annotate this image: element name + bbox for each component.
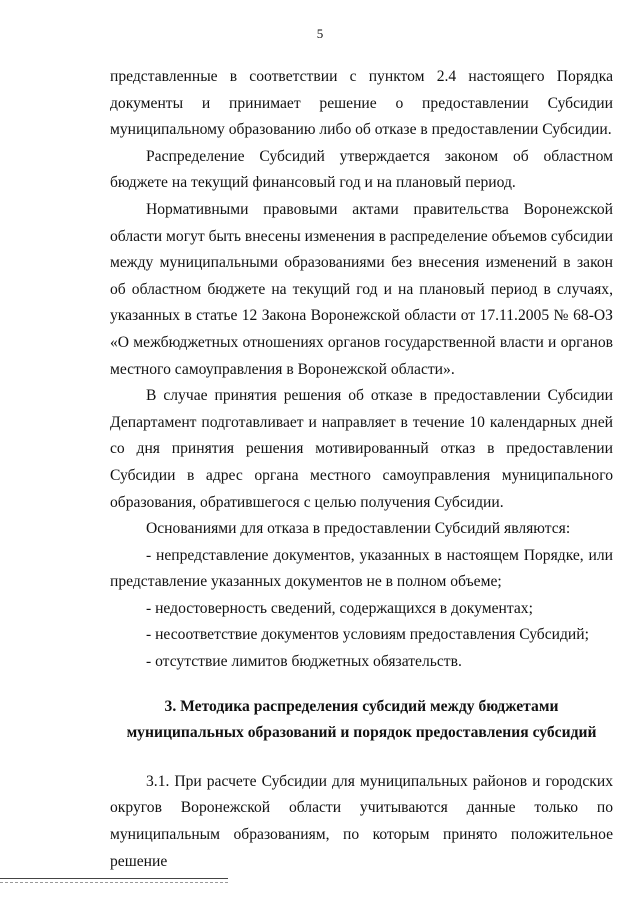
list-item: - несоответствие документов условиям предоставления Субсидий; xyxy=(146,626,589,644)
paragraph-distribution: Распределение Субсидий утверждается законом об областном бюджете на текущий финансовый год и на плановый период. xyxy=(110,147,613,192)
paragraph-grounds: Основаниями для отказа в предоставлении Субсидий являются: xyxy=(146,520,571,538)
section-heading-line-1: 3. Методика распределения субсидий между бюджетами xyxy=(164,697,559,715)
paragraph-calculation: 3.1. При расчете Субсидии для муниципальных районов и городских округов Воронежской области учитываются данные только по муниципальным образованиям, по которым принято положительное решение xyxy=(110,772,613,870)
list-item: - отсутствие лимитов бюджетных обязательств. xyxy=(146,653,462,671)
footer-rule xyxy=(0,878,228,879)
paragraph-decision: представленные в соответствии с пунктом 2.4 настоящего Порядка документы и принимает решение о предоставлении Субсидии муниципальному образованию либо об отказе в предоставлении Субсидии. xyxy=(110,68,613,139)
document-body xyxy=(110,64,613,875)
paragraph-normative-acts: Нормативными правовыми актами правительства Воронежской области могут быть внесены изменения в распределение объемов субсидии между муниципальными образованиями без внесения изменений в закон об областном бюджете на текущий год и на плановый период в случаях, указанных в статье 12 Закона Воронежской области от 17.11.2005 № 68-ОЗ «О межбюджетных отношениях органов государственной власти и органов местного самоуправления в Воронежской области». xyxy=(110,200,613,378)
section-heading-line-2: муниципальных образований и порядок предоставления субсидий xyxy=(126,724,597,742)
paragraph-refusal: В случае принятия решения об отказе в предоставлении Субсидии Департамент подготавливает и направляет в течение 10 календарных дней со дня принятия решения мотивированный отказ в предоставлении Субсидии в адрес органа местного самоуправления муниципального образования, обратившегося с целью получения Субсидии. xyxy=(110,387,613,511)
list-item: - непредставление документов, указанных в настоящем Порядке, или представление указанных документов не в полном объеме; xyxy=(110,546,613,591)
section-heading xyxy=(110,694,613,747)
page-number: 5 xyxy=(316,26,324,41)
list-item: - недостоверность сведений, содержащихся в документах; xyxy=(146,599,533,617)
footer-rule-dashed xyxy=(0,882,228,883)
